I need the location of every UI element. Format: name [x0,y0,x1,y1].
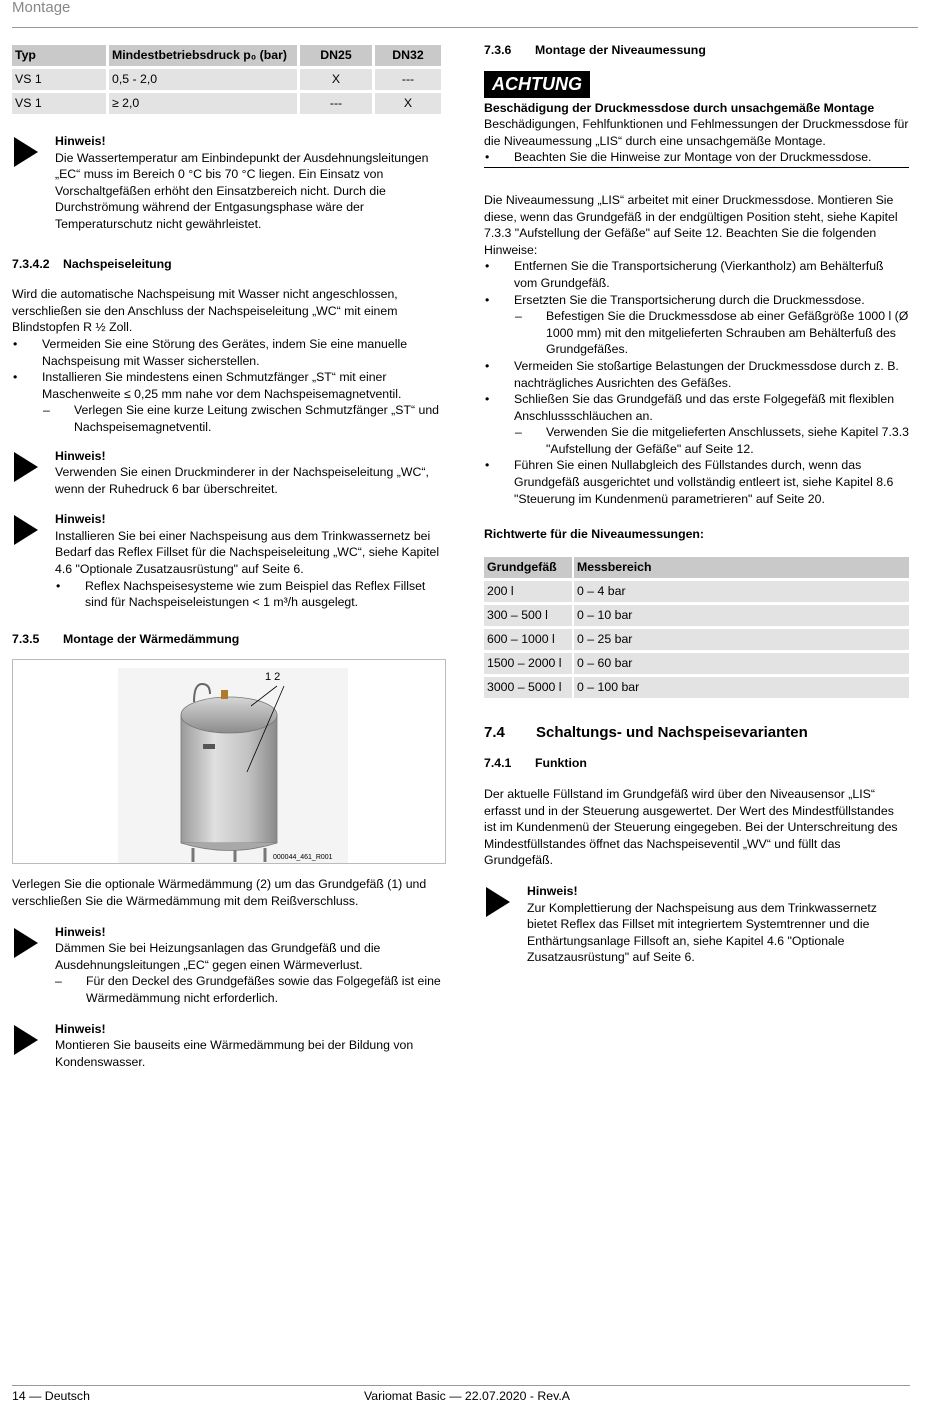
bullet-item: • Führen Sie einen Nullabgleich des Füllstandes durch, wenn das Grundgefäß ausgerichtet und vollständig entleert ist, siehe Kapitel 8.6 "Steuerung im Kundenmenü parametrieren" auf Seite 20. [484,457,909,507]
table-row [12,93,441,114]
section-heading-7342 [12,256,444,273]
section-number: 7.4 [484,723,505,741]
table-cell: VS 1 [12,93,106,114]
dash-text: Befestigen Sie die Druckmessdose ab einer Gefäßgröße 1000 l (Ø 1000 mm) mit den mitgelieferten Schrauben am Behälterfuß des Grundgefäßes. [546,309,909,357]
section-number: 7.4.1 [484,756,512,771]
note-fillset [12,511,444,611]
note-text: Die Wassertemperatur am Einbindepunkt der Ausdehnungsleitungen „EC“ muss im Bereich 0 °C bis 70 °C liegen. Ein Einsatz von Vorschaltgefäßen erhöht den Einsatzbereich nicht. Durch die Durchströmung während der Entgasungsphase wäre der Temperaturschutz nicht gewährleistet. [55,150,429,231]
spec-table [9,42,444,117]
bullet-item: • Schließen Sie das Grundgefäß und das erste Folgegefäß mit flexiblen Anschlussschläuchen an. [484,391,909,424]
footer-document-info: Variomat Basic — 22.07.2020 - Rev.A [364,1389,570,1403]
table-title: Richtwerte für die Niveaumessungen: [484,527,705,542]
dash-item: – Befestigen Sie die Druckmessdose ab einer Gefäßgröße 1000 l (Ø 1000 mm) mit den mitgelieferten Schrauben am Behälterfuß des Grundgefäßes. [515,309,909,357]
table-cell: 600 – 1000 l [484,629,572,650]
bullet-item: • Vermeiden Sie stoßartige Belastungen der Druckmessdose durch z. B. nachträgliches Ausrichten des Gefäßes. [484,358,909,391]
table-header: Typ [12,45,106,66]
table-row [484,605,909,626]
dash-item: – Verlegen Sie eine kurze Leitung zwischen Schmutzfänger „ST“ und Nachspeisemagnetventil. [43,403,440,434]
table-header: Messbereich [574,557,909,578]
table-header-row [12,45,441,66]
note-arrow-icon [14,1025,38,1055]
table-cell: 0 – 4 bar [574,581,909,602]
vessel-illustration [13,660,445,863]
dash-text: Verlegen Sie eine kurze Leitung zwischen Schmutzfänger „ST“ und Nachspeisemagnetventil. [74,403,440,434]
table-header: Grundgefäß [484,557,572,578]
note-title: Hinweis! [527,884,578,898]
bullet-item: • Beachten Sie die Hinweise zur Montage von der Druckmessdose. [484,149,909,166]
left-column [12,42,444,1070]
note-title: Hinweis! [55,134,106,148]
bullet-item: • Installieren Sie mindestens einen Schmutzfänger „ST“ mit einer Maschenweite ≤ 0,25 mm nahe vor dem Nachspeisemagnetventil. [12,369,444,402]
table-row [484,581,909,602]
level-measurement-table [482,554,911,701]
right-column [484,42,909,966]
note-water-temperature [12,133,444,233]
section-title: Montage der Wärmedämmung [63,631,240,646]
section-number: 7.3.5 [12,631,40,646]
paragraph: Der aktuelle Füllstand im Grundgefäß wird über den Niveausensor „LIS“ erfasst und in der Steuerung ausgewertet. Der Wert des Mindestfüllstandes ist im Kundenmenü der Steuerung eingegeben. Bei der Unterschreitung des Mindestfüllstandes öffnet das Nachspeiseventil „WV“ und füllt das Grundgefäß. [484,787,898,868]
note-arrow-icon [14,137,38,167]
insulation-figure [12,659,446,864]
note-title: Hinweis! [55,1021,106,1036]
table-header-row [484,557,909,578]
section-heading-736 [484,42,909,59]
section-number: 7.3.4.2 [12,256,50,271]
table-cell: ≥ 2,0 [109,93,297,114]
table-cell: 0 – 25 bar [574,629,909,650]
header-divider [12,27,918,28]
note-insulation [12,924,444,1007]
note-text: Dämmen Sie bei Heizungsanlagen das Grundgefäß und die Ausdehnungsleitungen „EC“ gegen einen Wärmeverlust. [55,941,381,972]
note-condensation [12,1021,444,1071]
note-text: Montieren Sie bauseits eine Wärmedämmung bei der Bildung von Kondenswasser. [55,1038,414,1069]
table-header: Mindestbetriebsdruck p₀ (bar) [109,45,297,66]
table-cell: 0 – 10 bar [574,605,909,626]
note-text: Zur Komplettierung der Nachspeisung aus dem Trinkwassernetz bietet Reflex das Fillset mit integriertem Systemtrenner und die Enthärtungsanlage Fillsoft an, siehe Kapitel 4.6 "Optionale Zusatzausrüstung" auf Seite 6. [527,900,877,965]
section-title: Nachspeiseleitung [63,256,172,271]
footer-page-number: 14 — Deutsch [12,1389,90,1403]
table-cell: 0,5 - 2,0 [109,69,297,90]
table-row [484,629,909,650]
section-number: 7.3.6 [484,43,512,57]
table-row [484,653,909,674]
section-title: Schaltungs- und Nachspeisevarianten [536,723,808,741]
figure-code: 000044_461_R001 [273,854,333,862]
paragraph: Verlegen Sie die optionale Wärmedämmung (2) um das Grundgefäß (1) und verschließen Sie die Wärmedämmung mit dem Reißverschluss. [12,877,427,909]
table-cell: 0 – 60 bar [574,653,909,674]
note-title: Hinweis! [55,448,106,463]
paragraph: Die Niveaumessung „LIS“ arbeitet mit einer Druckmessdose. Montieren Sie diese, wenn das Grundgefäß in der endgültigen Position steht, siehe Kapitel 7.3.3 "Aufstellung der Gefäße" auf Seite 12. Beachten Sie die folgenden Hinweise: [484,192,898,257]
note-title: Hinweis! [55,512,106,527]
section-heading-741 [484,755,909,772]
table-cell: X [375,93,441,114]
table-cell: 0 – 100 bar [574,677,909,698]
warning-text: Beschädigungen, Fehlfunktionen und Fehlmessungen der Druckmessdose für die Niveaumessung „LIS“ durch eine unsachgemäße Montage. [484,117,909,148]
warning-label: ACHTUNG [484,71,590,98]
table-cell: VS 1 [12,69,106,90]
section-heading-74 [484,725,909,742]
table-row [484,677,909,698]
warning-heading: Beschädigung der Druckmessdose durch unsachgemäße Montage [484,100,875,115]
note-arrow-icon [14,928,38,958]
footer-divider [12,1385,910,1386]
section-heading-735 [12,631,444,648]
table-cell: --- [300,93,372,114]
note-text: Verwenden Sie einen Druckminderer in der Nachspeiseleitung „WC“, wenn der Ruhedruck 6 bar überschreitet. [55,465,429,496]
table-cell: 300 – 500 l [484,605,572,626]
note-fillsoft [484,883,909,966]
table-cell: X [300,69,372,90]
table-cell: --- [375,69,441,90]
note-title: Hinweis! [55,924,106,939]
note-arrow-icon [14,515,38,545]
bullet-item: • Entfernen Sie die Transportsicherung (Vierkantholz) am Behälterfuß vom Grundgefäß. [484,258,909,291]
table-header: DN25 [300,45,372,66]
table-row [12,69,441,90]
running-header: Montage [12,0,71,16]
bullet-item: • Vermeiden Sie eine Störung des Gerätes, indem Sie eine manuelle Nachspeisung mit Wasser sicherstellen. [12,336,444,369]
figure-callout: 1 2 [265,671,281,684]
dash-text: Verwenden Sie die mitgelieferten Anschlussets, siehe Kapitel 7.3.3 "Aufstellung der Gefäße" auf Seite 12. [546,425,909,456]
note-arrow-icon [14,452,38,482]
bullet-item: • Ersetzten Sie die Transportsicherung durch die Druckmessdose. [484,292,909,309]
table-cell: 200 l [484,581,572,602]
warning-box [484,71,909,168]
dash-item: – Für den Deckel des Grundgefäßes sowie das Folgegefäß ist eine Wärmedämmung nicht erforderlich. [55,974,441,1005]
note-text: Installieren Sie bei einer Nachspeisung aus dem Trinkwassernetz bei Bedarf das Reflex Fillset für die Nachspeiseleitung „WC“, siehe Kapitel 4.6 "Optionale Zusatzausrüstung" auf Seite 6. [55,528,440,577]
note-arrow-icon [486,887,510,917]
table-cell: 1500 – 2000 l [484,653,572,674]
bullet-item: • Reflex Nachspeisesysteme wie zum Beispiel das Reflex Fillset sind für Nachspeiseleistungen < 1 m³/h ausgelegt. [55,578,444,611]
table-cell: 3000 – 5000 l [484,677,572,698]
note-pressure-reducer [12,448,444,498]
table-header: DN32 [375,45,441,66]
section-title: Funktion [535,756,587,771]
section-title: Montage der Niveaumessung [535,43,706,57]
dash-text: Für den Deckel des Grundgefäßes sowie das Folgegefäß ist eine Wärmedämmung nicht erforderlich. [86,974,441,1005]
paragraph: Wird die automatische Nachspeisung mit Wasser nicht angeschlossen, verschließen sie den Anschluss der Nachspeiseleitung „WC“ mit einem Blindstopfen R ½ Zoll. [12,287,398,335]
dash-item: – Verwenden Sie die mitgelieferten Anschlussets, siehe Kapitel 7.3.3 "Aufstellung der Gefäße" auf Seite 12. [515,425,909,456]
